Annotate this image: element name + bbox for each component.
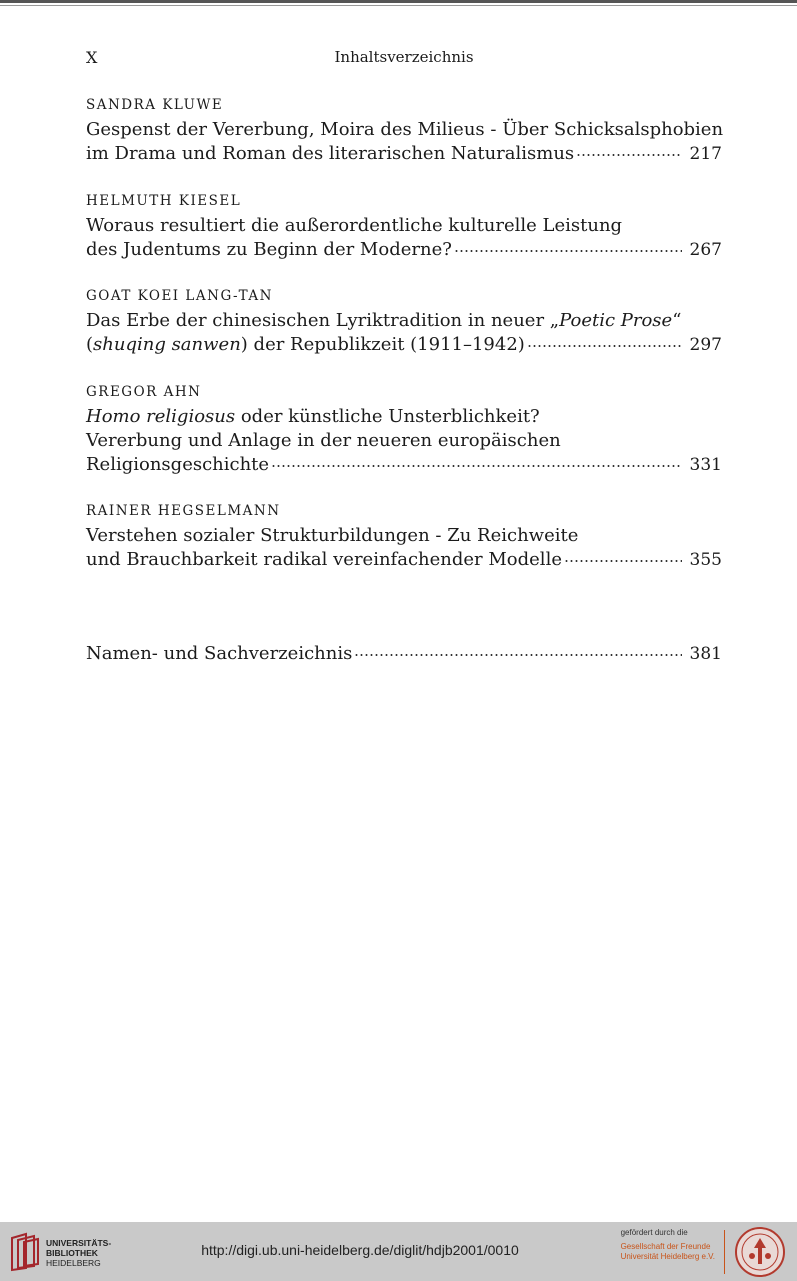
sponsor-intro: gefördert durch die [620, 1228, 688, 1237]
entry-title-line: Gespenst der Vererbung, Moira des Milieus - Über Schicksalsphobien [86, 119, 724, 140]
sponsor-credit[interactable] [621, 1228, 715, 1262]
entry-author: RAINER HEGSELMANN [86, 503, 281, 519]
entry-page-number[interactable]: 355 [689, 550, 722, 570]
entry-title-italic: Homo religiosus [86, 406, 236, 427]
toc-entry-index[interactable] [86, 642, 722, 666]
entry-title-last-line [86, 142, 722, 166]
dot-leader [271, 464, 681, 468]
page-header [86, 48, 722, 72]
entry-title-text: “ [672, 310, 682, 331]
entry-author: GOAT KOEI LANG-TAN [86, 288, 273, 304]
entry-title-rest: ) der Republikzeit (1911–1942) [240, 334, 525, 355]
digitization-footer [0, 1222, 797, 1281]
entry-page-number[interactable]: 297 [689, 335, 722, 355]
sponsor-name-line: Gesellschaft der Freunde [620, 1242, 711, 1251]
university-seal-icon[interactable] [734, 1226, 786, 1278]
sponsor-name-line: Universität Heidelberg e.V. [620, 1252, 715, 1261]
library-name-line: UNIVERSITÄTS- [46, 1238, 112, 1248]
entry-title-last-line [86, 453, 722, 477]
entry-title-line [86, 405, 722, 429]
entry-author: HELMUTH KIESEL [86, 193, 242, 209]
toc-entry-ahn[interactable] [86, 383, 722, 477]
entry-author: SANDRA KLUWE [86, 97, 224, 113]
toc-entry-kiesel[interactable] [86, 192, 722, 262]
entry-title-last-line [86, 642, 722, 666]
library-name-line: BIBLIOTHEK [46, 1248, 98, 1258]
entry-page-number[interactable]: 381 [689, 644, 722, 664]
entry-page-number[interactable]: 217 [689, 144, 722, 164]
entry-title-text: oder künstliche Unsterblichkeit? [235, 406, 540, 427]
library-name-line: HEIDELBERG [46, 1258, 101, 1268]
entry-title-line: Woraus resultiert die außerordentliche kulturelle Leistung [86, 215, 623, 236]
top-border-thin [0, 5, 797, 6]
entry-title-last-line [86, 238, 722, 262]
entry-title-text: Religionsgeschichte [86, 454, 270, 475]
entry-title-text: des Judentums zu Beginn der Moderne? [86, 239, 452, 260]
entry-title-line [86, 309, 722, 333]
entry-page-number[interactable]: 331 [689, 455, 722, 475]
top-border [0, 0, 797, 3]
entry-author: GREGOR AHN [86, 384, 202, 400]
entry-title-text: Das Erbe der chinesischen Lyriktradition in neuer „ [86, 310, 560, 331]
entry-page-number[interactable]: 267 [689, 240, 722, 260]
entry-title-italic: Poetic Prose [559, 310, 673, 331]
dot-leader [527, 344, 682, 348]
source-url-link[interactable]: http://digi.ub.uni-heidelberg.de/diglit/hdjb2001/0010 [201, 1242, 519, 1258]
toc-entry-hegselmann[interactable] [86, 502, 722, 572]
dot-leader [454, 249, 682, 253]
dot-leader [564, 559, 682, 563]
paren-open: ( [86, 334, 94, 355]
entry-title-last-line [86, 548, 722, 572]
footer-divider [724, 1230, 725, 1274]
entry-title-text [86, 333, 525, 357]
entry-title-last-line [86, 333, 722, 357]
entry-title-text: im Drama und Roman des literarischen Naturalismus [86, 143, 575, 164]
entry-title-text: Namen- und Sachverzeichnis [86, 643, 353, 664]
toc-entry-lang-tan[interactable] [86, 287, 722, 357]
running-title: Inhaltsverzeichnis [334, 48, 474, 66]
entry-title-line: Vererbung und Anlage in der neueren europäischen [86, 430, 561, 451]
entry-title-line: Verstehen sozialer Strukturbildungen - Zu Reichweite [86, 525, 579, 546]
entry-title-italic: shuqing sanwen [93, 334, 241, 355]
entry-title-text: und Brauchbarkeit radikal vereinfachender Modelle [86, 549, 562, 570]
dot-leader [576, 153, 681, 157]
page-number: X [86, 48, 98, 67]
dot-leader [354, 653, 681, 657]
toc-entry-kluwe[interactable] [86, 96, 722, 166]
